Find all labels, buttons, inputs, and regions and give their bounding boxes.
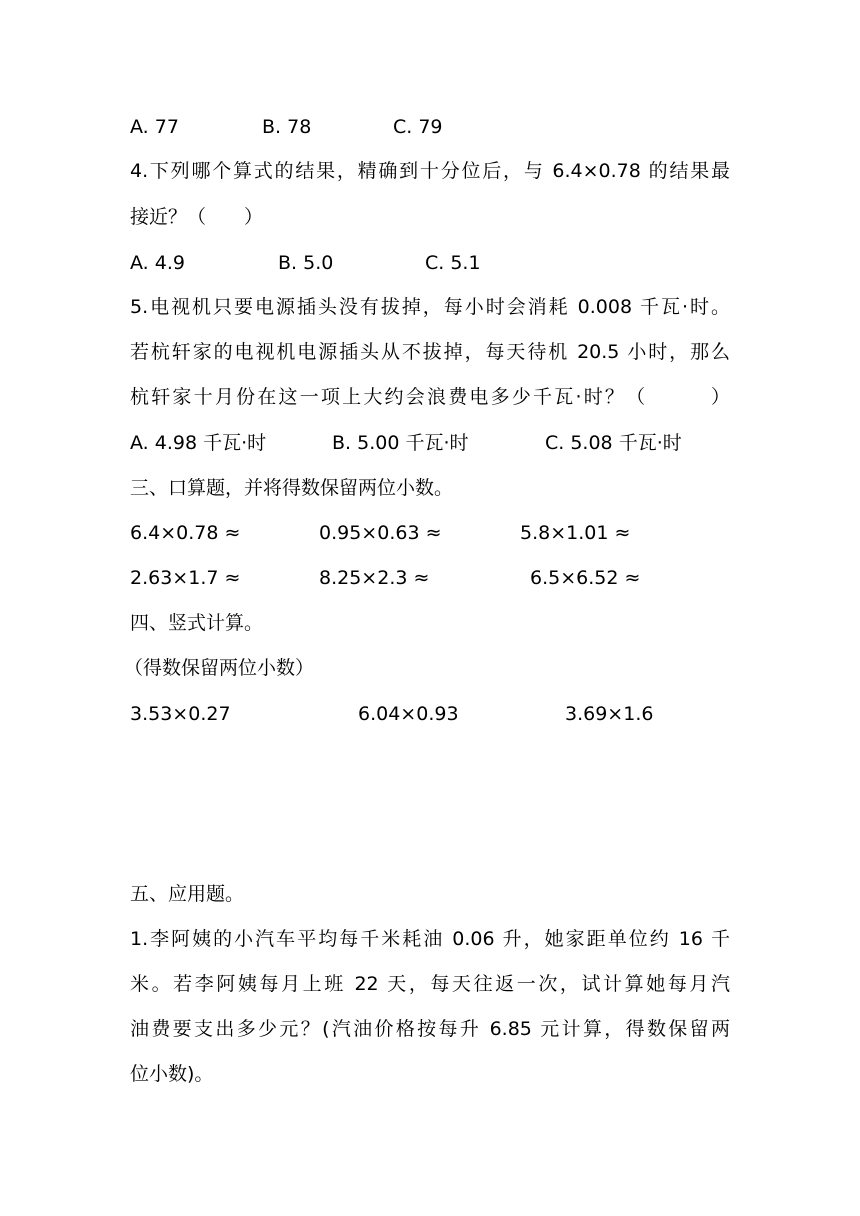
q4-line-1: 4.下列哪个算式的结果，精确到十分位后，与 6.4×0.78 的结果最 bbox=[130, 160, 730, 182]
app-q1-line-3: 油费要支出多少元？(汽油价格按每升 6.85 元计算，得数保留两 bbox=[130, 1018, 730, 1040]
q5-option-a: A. 4.98 千瓦·时 bbox=[130, 432, 267, 454]
q4-option-a: A. 4.9 bbox=[130, 252, 185, 274]
app-q1-line-1: 1.李阿姨的小汽车平均每千米耗油 0.06 升，她家距单位约 16 千 bbox=[130, 928, 730, 950]
oral-calc-item: 6.5×6.52 ≈ bbox=[530, 567, 641, 589]
section-4-items bbox=[0, 702, 860, 726]
q5-option-c: C. 5.08 千瓦·时 bbox=[545, 432, 682, 454]
vertical-calc-item: 6.04×0.93 bbox=[358, 703, 459, 725]
oral-calc-item: 5.8×1.01 ≈ bbox=[520, 522, 631, 544]
section-3-title: 三、口算题，并将得数保留两位小数。 bbox=[130, 477, 454, 499]
q4-option-b: B. 5.0 bbox=[278, 252, 334, 274]
oral-calc-item: 2.63×1.7 ≈ bbox=[130, 567, 241, 589]
q3-option-a: A. 77 bbox=[130, 116, 179, 138]
q4-option-c: C. 5.1 bbox=[425, 252, 481, 274]
section-3-row-1 bbox=[0, 521, 860, 545]
q5-line-1: 5.电视机只要电源插头没有拔掉，每小时会消耗 0.008 千瓦·时。 bbox=[130, 296, 730, 318]
q5-options bbox=[0, 431, 860, 455]
app-q1-line-4: 位小数)。 bbox=[130, 1063, 214, 1085]
section-3-row-2 bbox=[0, 566, 860, 590]
vertical-calc-item: 3.53×0.27 bbox=[130, 703, 231, 725]
q4-line-2: 接近？（ ） bbox=[130, 206, 264, 228]
oral-calc-item: 0.95×0.63 ≈ bbox=[319, 522, 442, 544]
section-5-title: 五、应用题。 bbox=[130, 883, 245, 905]
q3-option-b: B. 78 bbox=[262, 116, 312, 138]
oral-calc-item: 6.4×0.78 ≈ bbox=[130, 522, 241, 544]
q3-option-c: C. 79 bbox=[393, 116, 443, 138]
section-4-note: （得数保留两位小数） bbox=[124, 657, 315, 679]
section-4-title: 四、竖式计算。 bbox=[130, 612, 264, 634]
oral-calc-item: 8.25×2.3 ≈ bbox=[319, 567, 430, 589]
q4-options bbox=[0, 251, 860, 275]
q3-options bbox=[0, 115, 860, 139]
app-q1-line-2: 米。若李阿姨每月上班 22 天，每天往返一次，试计算她每月汽 bbox=[130, 973, 730, 995]
vertical-calc-item: 3.69×1.6 bbox=[565, 703, 654, 725]
q5-line-3: 杭轩家十月份在这一项上大约会浪费电多少千瓦·时？（ ） bbox=[130, 386, 730, 408]
q5-option-b: B. 5.00 千瓦·时 bbox=[332, 432, 469, 454]
q5-line-2: 若杭轩家的电视机电源插头从不拔掉，每天待机 20.5 小时，那么 bbox=[130, 341, 730, 363]
